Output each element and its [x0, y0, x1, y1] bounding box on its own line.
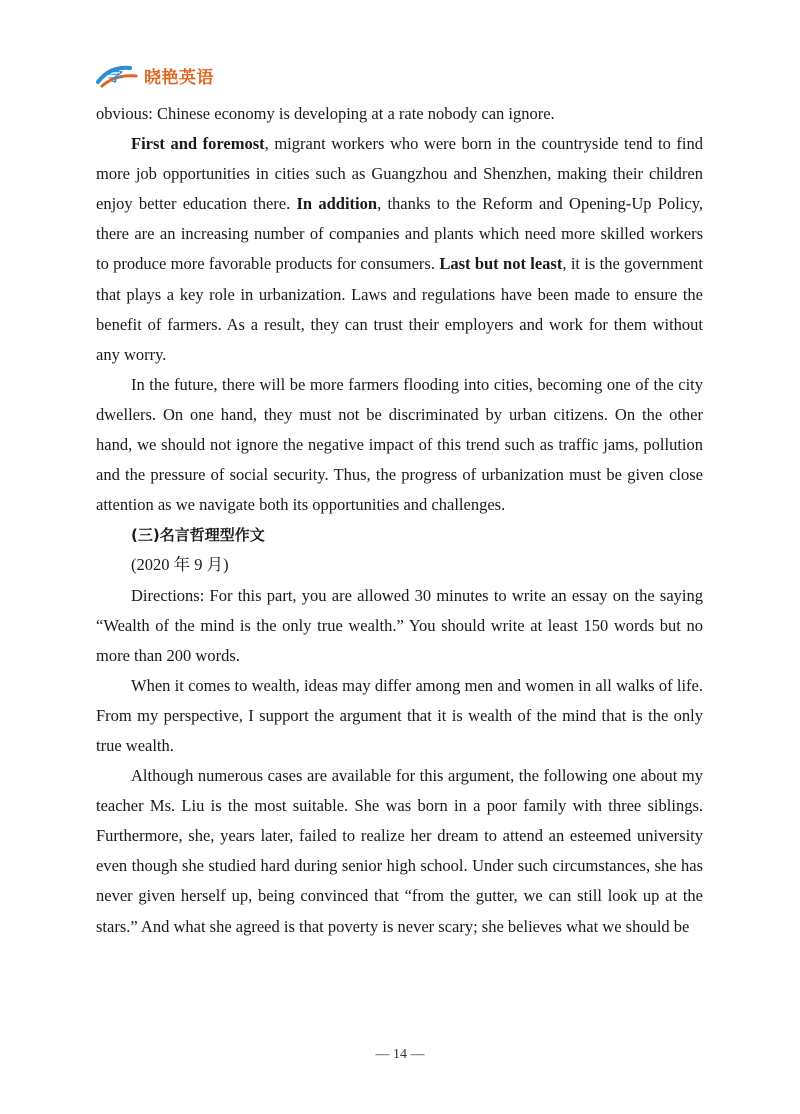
bold-phrase: In addition [296, 194, 378, 214]
page-number: — 14 — [375, 1047, 425, 1062]
paragraph-future: In the future, there will be more farmers flooding into cities, becoming one of the city dwellers. On one hand, they must not be discriminated by urban citizens. On the other hand, we should not ignore the negative impact of this trend such as traffic jams, pollution and the pressure of social security. Thus, the progress of urbanization must be given close attention as we navigate both its opportunities and challenges. [96, 374, 703, 515]
bold-phrase: First and foremost [131, 134, 265, 154]
section-title: (三)名言哲理型作文 [131, 526, 265, 545]
bold-phrase: Last but not least [439, 254, 563, 274]
paragraph-text: , it is the government that plays a key role in urbanization. Laws and regulations have been made to ensure the benefit of farmers. As a result, they can trust their employers and work for them without any worry. [96, 254, 703, 364]
page-body [96, 99, 703, 942]
header-logo [96, 60, 214, 90]
logo-mark-text: 学 [108, 67, 124, 85]
logo-mark [96, 62, 140, 88]
paragraph-reasons [96, 129, 703, 370]
logo-text: 晓艳英语 [144, 67, 214, 88]
paragraph-text: , thanks to the Reform and Opening-Up Policy, there are an increasing number of companies and plants which need more skilled workers to produce more favorable products for consumers. [96, 194, 703, 274]
paragraph-example: Although numerous cases are available for this argument, the following one about my teacher Ms. Liu is the most suitable. She was born in a poor family with three siblings. Furthermore, she, years later, failed to realize her dream to attend an esteemed university even though she studied hard during senior high school. Under such circumstances, she has never given herself up, being convinced that “from the gutter, we can still look up at the stars.” And what she agreed is that poverty is never scary; she believes what we should be [96, 766, 703, 936]
exam-date: (2020 年 9 月) [131, 555, 229, 575]
logo-swoosh-icon [96, 62, 140, 88]
directions: Directions: For this part, you are allowed 30 minutes to write an essay on the saying “Wealth of the mind is the only true wealth.” You should write at least 150 words but no more than 200 words. [96, 585, 703, 665]
paragraph-continued: obvious: Chinese economy is developing at a rate nobody can ignore. [96, 104, 555, 123]
paragraph-text: , migrant workers who were born in the countryside tend to find more job opportunities in cities such as Guangzhou and Shenzhen, making their children enjoy better education there. [96, 134, 704, 214]
paragraph-intro: When it comes to wealth, ideas may differ among men and women in all walks of life. From my perspective, I support the argument that it is wealth of the mind that is the only true wealth. [96, 675, 703, 755]
